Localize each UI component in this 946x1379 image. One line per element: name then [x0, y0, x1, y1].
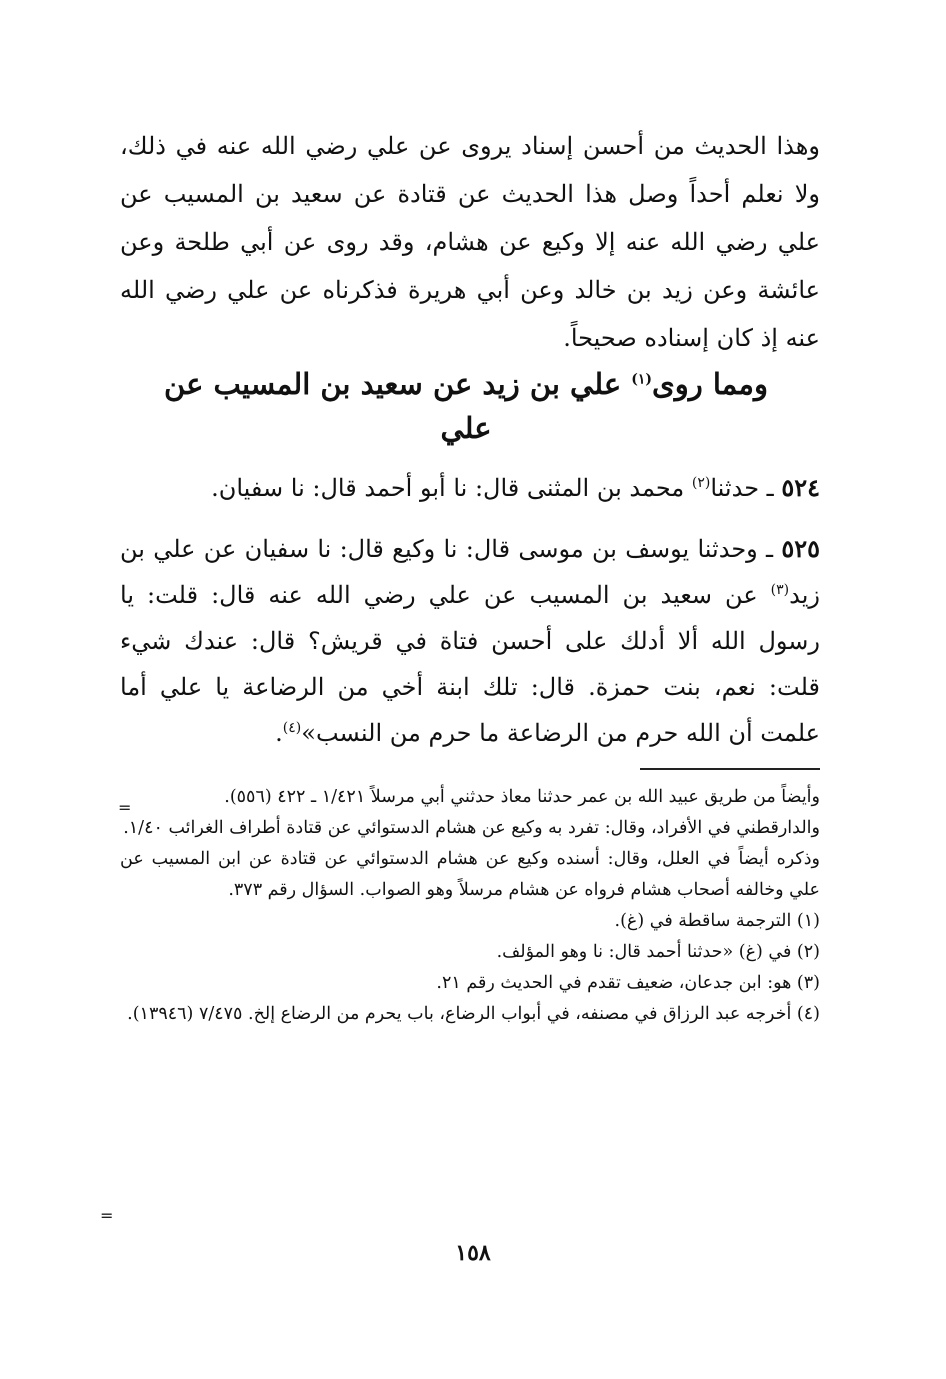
opening-paragraph: وهذا الحديث من أحسن إسناد يروى عن علي رضي الله عنه في ذلك، ولا نعلم أحداً وصل هذا الحديث عن قتادة عن سعيد بن المسيب عن علي رضي الله عنه إلا وكيع عن هشام، وقد روى عن أبي طلحة وعن عائشة وعن زيد بن خالد وعن أبي هريرة فذكرناه عن علي رضي الله عنه إذ كان إسناده صحيحاً.: [120, 132, 820, 352]
footnote-marker-2: (٢): [691, 475, 711, 491]
footnote-continuation-1: وأيضاً من طريق عبيد الله بن عمر حدثنا معاذ حدثني أبي مرسلاً ١/٤٢١ ـ ٤٢٢ (٥٥٦).: [224, 787, 820, 807]
heading-text-end: علي بن زيد عن سعيد بن المسيب عن علي: [164, 367, 632, 445]
hadith-text: محمد بن المثنى قال: نا أبو أحمد قال: نا سفيان.: [211, 474, 692, 502]
hadith-text-part-2: عن سعيد بن المسيب عن علي رضي الله عنه قال: قلت: يا رسول الله ألا أدلك على أحسن فتاة في قريش؟ قال: عندك شيء قلت: نعم، بنت حمزة. قال: تلك ابنة أخي من الرضاعة يا علي أما علمت أن الله حرم من الرضاعة ما حرم من النسب»: [120, 581, 821, 747]
main-text: [120, 122, 820, 362]
footnote-3: (٣) هو: ابن جدعان، ضعيف تقدم في الحديث رقم ٢١.: [436, 973, 820, 993]
footnote-marker-1: (١): [631, 371, 653, 388]
footnote-4: (٤) أخرجه عبد الرزاق في مصنفه، في أبواب الرضاع، باب يحرم من الرضاع إلخ. ٧/٤٧٥ (١٣٩٤٦).: [127, 1004, 820, 1024]
footnote-separator: [640, 768, 820, 770]
continuation-mark: =: [118, 798, 132, 817]
hadith-number: ٥٢٥: [781, 534, 821, 563]
hadith-text-part-1: ـ وحدثنا يوسف بن موسى قال: نا وكيع قال: نا سفيان عن علي بن زيد: [120, 535, 820, 609]
footnote-1: (١) الترجمة ساقطة في (غ).: [614, 911, 820, 931]
footnote-marker-4: (٤): [282, 720, 302, 736]
hadith-text-part-3: .: [275, 719, 283, 747]
hadith-524: [120, 466, 820, 510]
hadith-525: [120, 526, 820, 756]
footnote-marker-3: (٣): [770, 582, 790, 598]
hadith-lead: ـ حدثنا: [710, 474, 782, 502]
hadith-number: ٥٢٤: [781, 473, 820, 502]
section-heading: [136, 362, 796, 450]
heading-text-start: ومما روى: [652, 367, 768, 401]
footnotes: [120, 782, 820, 1030]
footnote-continuation-2: والدارقطني في الأفراد، وقال: تفرد به وكيع عن هشام الدستوائي عن قتادة أطراف الغرائب ١/٤٠.: [123, 818, 820, 838]
footnote-2: (٢) في (غ) «حدثنا أحمد قال: نا وهو المؤلف.: [496, 942, 820, 962]
page-number: ١٥٨: [455, 1240, 491, 1266]
footnote-continuation-3: وذكره أيضاً في العلل، وقال: أسنده وكيع عن هشام الدستوائي عن قتادة عن ابن المسيب عن علي وخالفه أصحاب هشام فرواه عن هشام مرسلاً وهو الصواب. السؤال رقم ٣٧٣.: [120, 849, 820, 900]
continuation-mark-end: =: [100, 1206, 114, 1225]
